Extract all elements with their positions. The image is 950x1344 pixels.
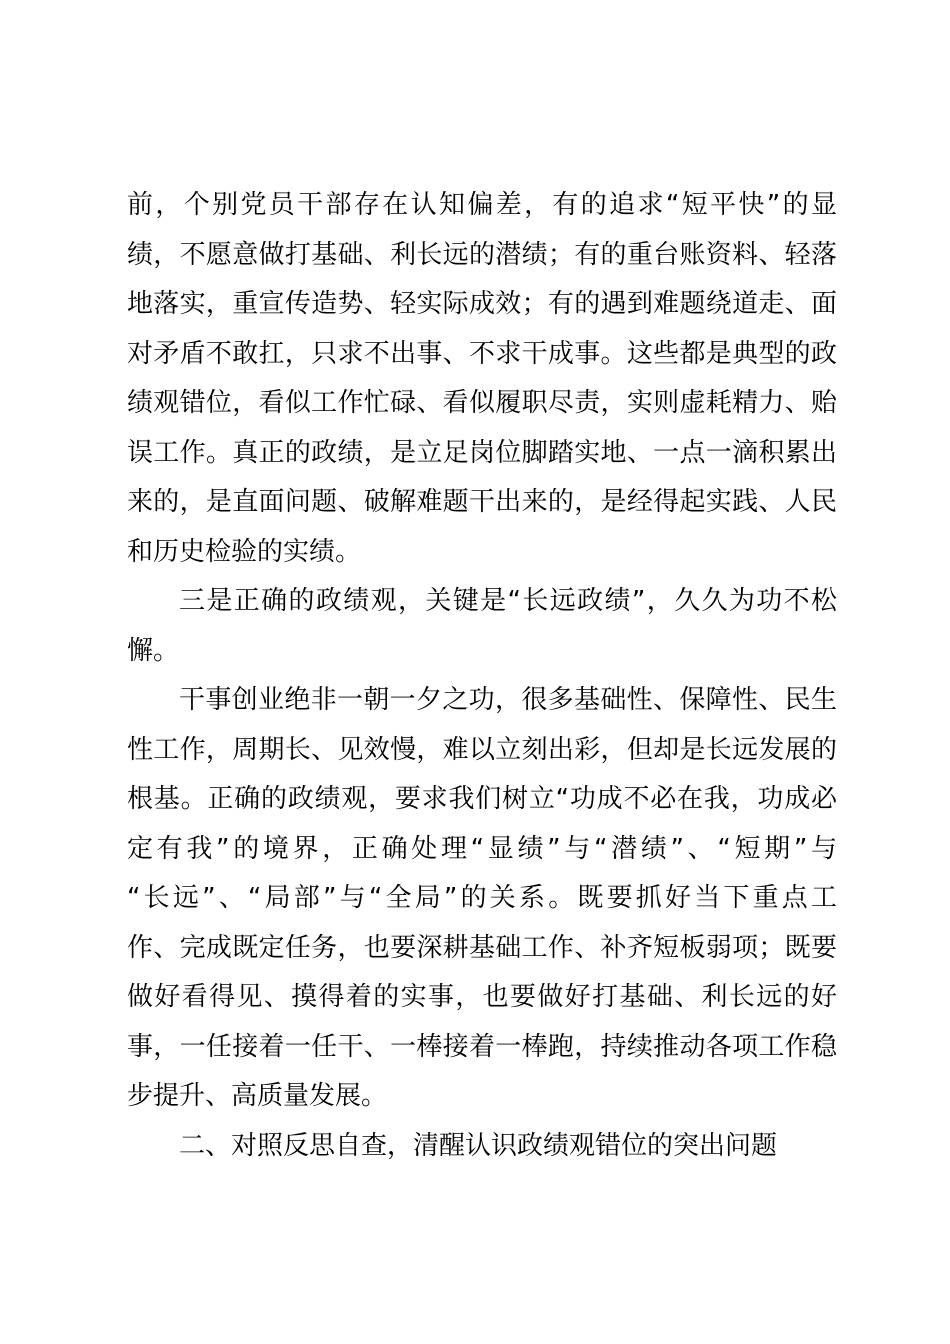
text-line: 定有我”的境界，正确处理“显绩”与“潜绩”、“短期”与 xyxy=(127,833,837,864)
text-line: 前，个别党员干部存在认知偏差，有的追求“短平快”的显 xyxy=(127,190,837,220)
section-heading-line: 懈。 xyxy=(127,635,180,666)
section-heading: 二、对照反思自查，清醒认识政绩观错位的突出问题 xyxy=(179,1130,778,1161)
section-heading-line: 三是正确的政绩观，关键是“长远政绩”，久久为功不松 xyxy=(179,586,837,616)
text-line: 根基。正确的政绩观，要求我们树立“功成不必在我，功成必 xyxy=(127,784,837,814)
text-line: 绩观错位，看似工作忙碌、看似履职尽责，实则虚耗精力、贻 xyxy=(127,388,837,418)
text-line: 作、完成既定任务，也要深耕基础工作、补齐短板弱项；既要 xyxy=(127,932,837,963)
text-line: 事，一任接着一任干、一棒接着一棒跑，持续推动各项工作稳 xyxy=(127,1031,837,1062)
text-line: 做好看得见、摸得着的实事，也要做好打基础、利长远的好 xyxy=(127,982,837,1012)
text-line: 来的，是直面问题、破解难题干出来的，是经得起实践、人民 xyxy=(127,487,837,517)
text-line: 误工作。真正的政绩，是立足岗位脚踏实地、一点一滴积累出 xyxy=(127,437,837,468)
text-line: “长远”、“局部”与“全局”的关系。既要抓好当下重点工 xyxy=(127,883,837,913)
text-line: 性工作，周期长、见效慢，难以立刻出彩，但却是长远发展的 xyxy=(127,734,837,765)
text-line: 绩，不愿意做打基础、利长远的潜绩；有的重台账资料、轻落 xyxy=(127,239,837,270)
text-line: 地落实，重宣传造势、轻实际成效；有的遇到难题绕道走、面 xyxy=(127,289,837,319)
text-line: 和历史检验的实绩。 xyxy=(127,536,362,567)
text-line: 干事创业绝非一朝一夕之功，很多基础性、保障性、民生 xyxy=(179,685,837,715)
text-line: 对矛盾不敢扛，只求不出事、不求干成事。这些都是典型的政 xyxy=(127,338,837,369)
text-line: 步提升、高质量发展。 xyxy=(127,1081,388,1111)
body-text xyxy=(127,181,837,1171)
